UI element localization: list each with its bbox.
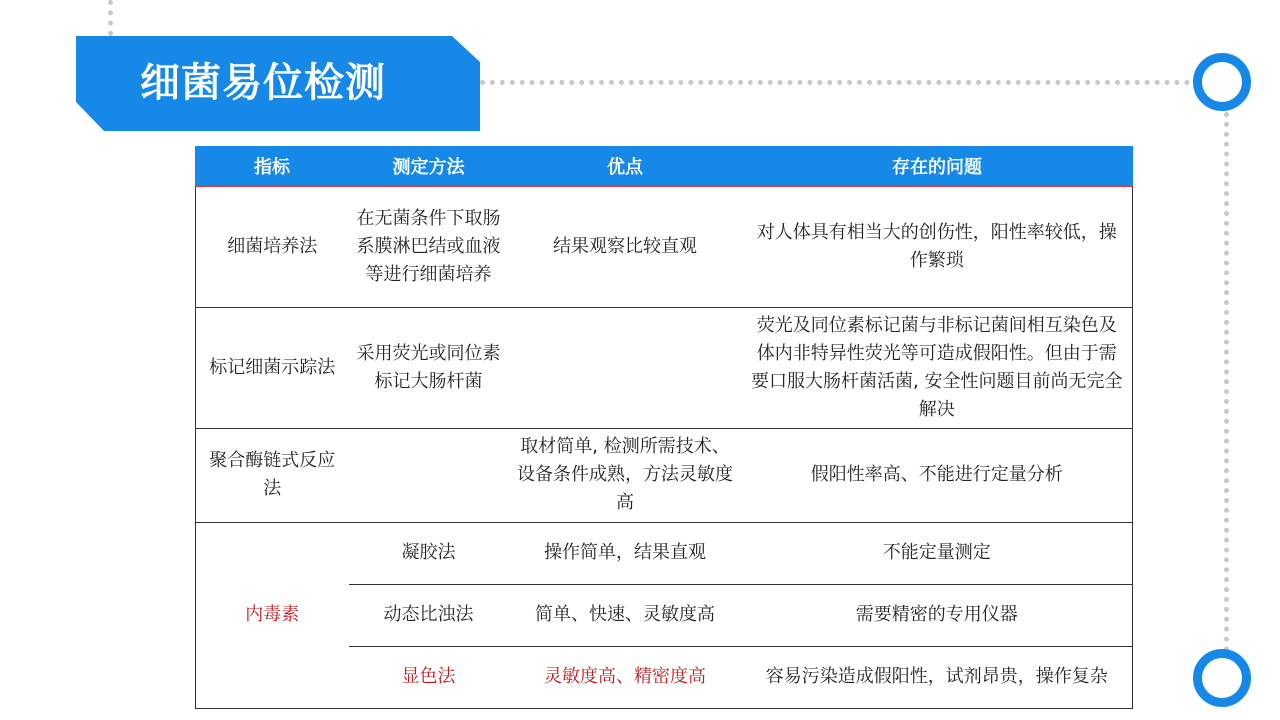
page-title: 细菌易位检测 <box>140 60 386 106</box>
cell-problem: 对人体具有相当大的创伤性，阳性率较低，操作繁琐 <box>742 186 1133 307</box>
cell-problem: 需要精密的专用仪器 <box>742 584 1133 646</box>
table-header-row <box>196 147 1133 187</box>
circle-ring-icon <box>1193 649 1251 707</box>
header-problem: 存在的问题 <box>742 147 1133 187</box>
cell-method: 采用荧光或同位素标记大肠杆菌 <box>349 307 509 428</box>
cell-advantage: 取材简单, 检测所需技术、设备条件成熟，方法灵敏度高 <box>509 428 742 522</box>
dotted-line-top <box>108 0 113 36</box>
cell-advantage <box>509 307 742 428</box>
cell-advantage: 操作简单，结果直观 <box>509 522 742 584</box>
cell-problem: 荧光及同位素标记菌与非标记菌间相互染色及体内非特异性荧光等可造成假阳性。但由于需要口服大肠杆菌活菌, 安全性问题目前尚无完全解决 <box>742 307 1133 428</box>
cell-problem: 不能定量测定 <box>742 522 1133 584</box>
cell-indicator-endotoxin: 内毒素 <box>196 522 349 708</box>
cell-problem: 容易污染造成假阳性，试剂昂贵，操作复杂 <box>742 646 1133 708</box>
cell-method <box>349 428 509 522</box>
cell-method: 在无菌条件下取肠系膜淋巴结或血液等进行细菌培养 <box>349 186 509 307</box>
cell-advantage: 简单、快速、灵敏度高 <box>509 584 742 646</box>
table-row <box>196 522 1133 584</box>
comparison-table <box>195 146 1133 709</box>
cell-method: 凝胶法 <box>349 522 509 584</box>
cell-indicator: 聚合酶链式反应法 <box>196 428 349 522</box>
table-row <box>196 307 1133 428</box>
circle-ring-icon <box>1193 53 1251 111</box>
header-method: 测定方法 <box>349 147 509 187</box>
header-indicator: 指标 <box>196 147 349 187</box>
dotted-line-vertical <box>1224 112 1229 652</box>
cell-method: 动态比浊法 <box>349 584 509 646</box>
cell-problem: 假阳性率高、不能进行定量分析 <box>742 428 1133 522</box>
header-advantage: 优点 <box>509 147 742 187</box>
table-row <box>196 428 1133 522</box>
cell-indicator: 细菌培养法 <box>196 186 349 307</box>
cell-method-highlight: 显色法 <box>349 646 509 708</box>
table-row <box>196 186 1133 307</box>
cell-advantage-highlight: 灵敏度高、精密度高 <box>509 646 742 708</box>
cell-advantage: 结果观察比较直观 <box>509 186 742 307</box>
cell-indicator: 标记细菌示踪法 <box>196 307 349 428</box>
dotted-line-horizontal <box>480 80 1200 85</box>
